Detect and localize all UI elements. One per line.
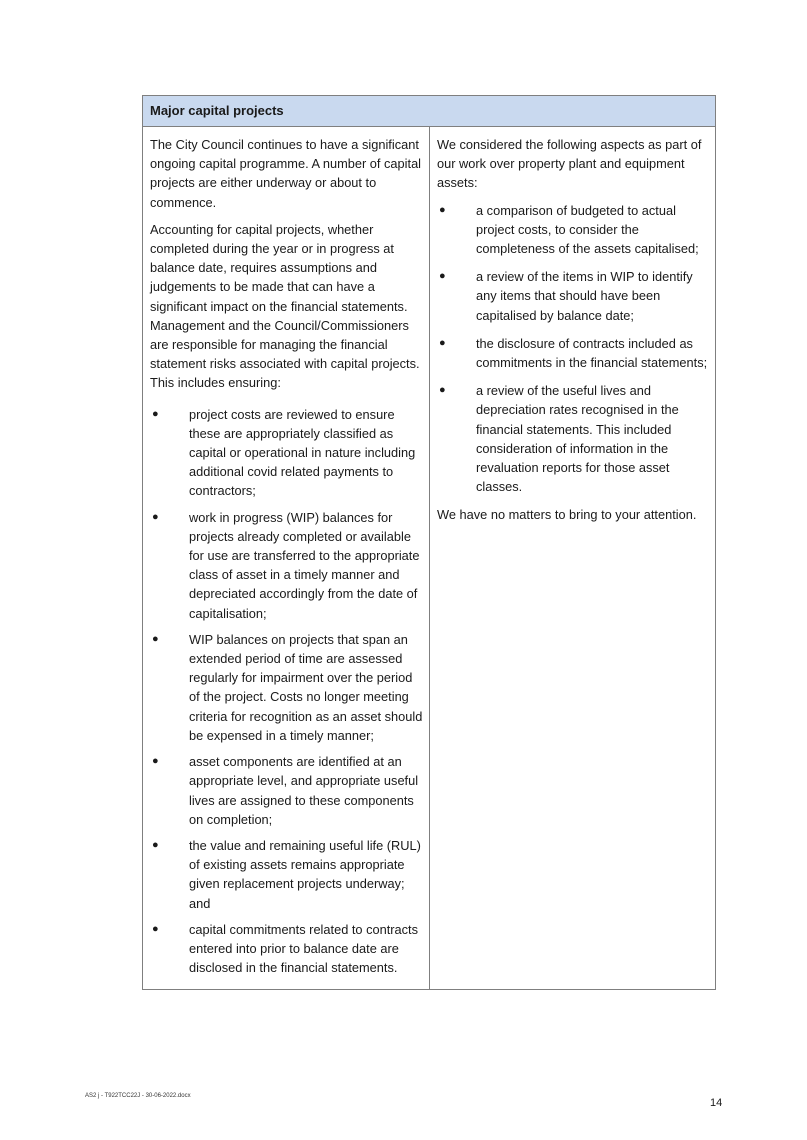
list-item-text: capital commitments related to contracts entered into prior to balance date are disclosed in the financial statements. xyxy=(189,921,419,976)
list-item-text: the value and remaining useful life (RUL) of existing assets remains appropriate given replacement projects underway; and xyxy=(189,837,421,911)
bullet-icon: ● xyxy=(439,203,446,216)
bullet-icon: ● xyxy=(152,632,159,645)
list-item xyxy=(150,630,423,745)
left-intro-paragraph-2: Accounting for capital projects, whether completed during the year or in progress at balance date, requires assumptions and judgements to be made that can have a significant impact on the financial statements. Management and the Council/Commissioners are responsible for managing the financial statement risks associated with capital projects. This includes ensuring: xyxy=(150,221,420,391)
risk-description-column xyxy=(143,127,430,989)
list-item xyxy=(437,334,709,372)
list-item xyxy=(437,381,709,496)
left-intro-paragraph-1: The City Council continues to have a significant ongoing capital programme. A number of capital projects are either underway or about to commence. xyxy=(150,137,422,210)
bullet-icon: ● xyxy=(152,510,159,523)
list-item xyxy=(150,405,423,501)
list-item-text: a review of the items in WIP to identify any items that should have been capitalised by balance date; xyxy=(476,269,693,323)
left-bullet-list xyxy=(150,405,423,978)
bullet-icon: ● xyxy=(439,336,446,349)
bullet-icon: ● xyxy=(439,384,446,397)
bullet-icon: ● xyxy=(152,922,159,935)
list-item xyxy=(150,920,423,978)
right-intro-paragraph: We considered the following aspects as part of our work over property plant and equipment assets: xyxy=(437,137,702,191)
list-item-text: asset components are identified at an appropriate level, and appropriate useful lives are assigned to these components on completion; xyxy=(189,754,419,827)
list-item-text: a comparison of budgeted to actual project costs, to consider the completeness of the assets capitalised; xyxy=(476,202,699,257)
right-bullet-list xyxy=(437,201,709,497)
list-item-text: project costs are reviewed to ensure these are appropriately classified as capital or operational in nature including additional covid related payments to contractors; xyxy=(189,406,416,499)
major-capital-projects-table xyxy=(142,95,716,990)
bullet-icon: ● xyxy=(152,755,159,768)
bullet-icon: ● xyxy=(152,838,159,851)
list-item-text: work in progress (WIP) balances for projects already completed or available for use are transferred to the appropriate class of asset in a timely manner and depreciated accordingly from the date of capitalisation; xyxy=(189,509,420,621)
bullet-icon: ● xyxy=(152,407,159,420)
table-body xyxy=(143,127,715,989)
table-header: Major capital projects xyxy=(143,96,715,127)
list-item-text: a review of the useful lives and depreciation rates recognised in the financial statements. This included consideration of information in the revaluation reports for those asset classes. xyxy=(476,383,679,495)
document-reference: AS2 j - T922TCC22J - 30-06-2022.docx xyxy=(85,1093,191,1099)
list-item xyxy=(437,201,709,259)
list-item-text: WIP balances on projects that span an extended period of time are assessed regularly for impairment over the period of the project. Costs no longer meeting criteria for recognition as an asset should be expensed in a timely manner; xyxy=(189,631,423,743)
list-item xyxy=(437,267,709,325)
list-item xyxy=(150,508,423,623)
conclusion-paragraph: We have no matters to bring to your attention. xyxy=(437,507,697,523)
list-item-text: the disclosure of contracts included as commitments in the financial statements; xyxy=(476,335,708,371)
list-item xyxy=(150,836,423,913)
list-item xyxy=(150,752,423,829)
audit-response-column xyxy=(430,127,715,989)
page-number: 14 xyxy=(710,1097,723,1109)
bullet-icon: ● xyxy=(439,270,446,283)
